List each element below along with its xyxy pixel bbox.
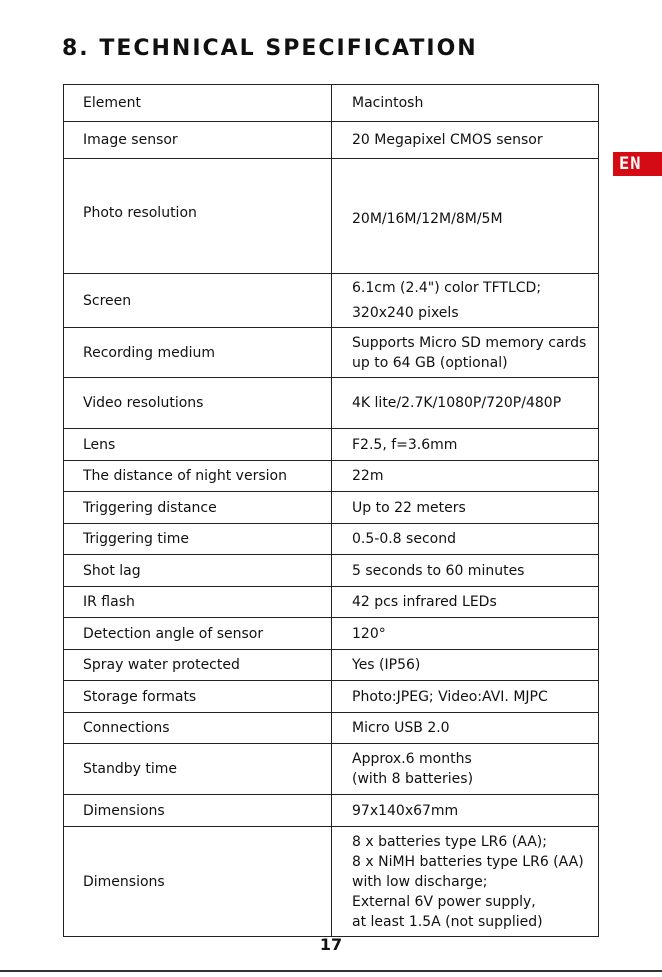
spec-value: 4K lite/2.7K/1080P/720P/480P (332, 378, 599, 429)
spec-value: 97x140x67mm (332, 795, 599, 827)
table-row (64, 795, 599, 827)
spec-label: Screen (64, 274, 332, 328)
spec-value: Up to 22 meters (332, 492, 599, 524)
spec-value: Photo:JPEG; Video:AVI. MJPC (332, 681, 599, 713)
spec-label: Connections (64, 713, 332, 744)
spec-label: Recording medium (64, 328, 332, 378)
spec-table (63, 84, 599, 937)
spec-label: Video resolutions (64, 378, 332, 429)
table-row (64, 378, 599, 429)
spec-label: Detection angle of sensor (64, 618, 332, 650)
spec-value: Approx.6 months (with 8 batteries) (332, 744, 599, 795)
spec-label: Photo resolution (64, 159, 332, 274)
spec-value: Micro USB 2.0 (332, 713, 599, 744)
spec-label: Dimensions (64, 795, 332, 827)
spec-label: Lens (64, 429, 332, 461)
table-row (64, 461, 599, 492)
table-row (64, 429, 599, 461)
table-row (64, 681, 599, 713)
table-row (64, 650, 599, 681)
spec-label: Standby time (64, 744, 332, 795)
spec-value: 5 seconds to 60 minutes (332, 555, 599, 587)
spec-label: Triggering time (64, 524, 332, 555)
spec-value: Yes (IP56) (332, 650, 599, 681)
spec-value: 0.5-0.8 second (332, 524, 599, 555)
spec-label: Dimensions (64, 827, 332, 937)
spec-label: Image sensor (64, 122, 332, 159)
section-heading: 8. TECHNICAL SPECIFICATION (62, 36, 478, 61)
table-row (64, 85, 599, 122)
table-row (64, 328, 599, 378)
spec-label: Triggering distance (64, 492, 332, 524)
spec-value: 20M/16M/12M/8M/5M (332, 159, 599, 274)
spec-value: 42 pcs infrared LEDs (332, 587, 599, 618)
spec-label: Spray water protected (64, 650, 332, 681)
table-row (64, 274, 599, 328)
spec-value: 8 x batteries type LR6 (AA); 8 x NiMH batteries type LR6 (AA) with low discharge; External 6V power supply, at least 1.5A (not supplied) (332, 827, 599, 937)
page-number: 17 (319, 935, 343, 954)
spec-label: Element (64, 85, 332, 122)
table-row (64, 713, 599, 744)
spec-value: 22m (332, 461, 599, 492)
spec-value: Supports Micro SD memory cards up to 64 GB (optional) (332, 328, 599, 378)
language-tab: EN (613, 152, 662, 176)
spec-value: Macintosh (332, 85, 599, 122)
spec-label: The distance of night version (64, 461, 332, 492)
spec-label: Shot lag (64, 555, 332, 587)
table-row (64, 827, 599, 937)
spec-value: 20 Megapixel CMOS sensor (332, 122, 599, 159)
bottom-rule (0, 970, 662, 972)
table-row (64, 744, 599, 795)
table-row (64, 587, 599, 618)
spec-value: 120° (332, 618, 599, 650)
table-row (64, 492, 599, 524)
spec-value: F2.5, f=3.6mm (332, 429, 599, 461)
spec-value: 6.1cm (2.4") color TFTLCD; 320x240 pixels (332, 274, 599, 328)
table-row (64, 555, 599, 587)
table-row (64, 122, 599, 159)
spec-label: IR flash (64, 587, 332, 618)
table-row (64, 524, 599, 555)
spec-label: Storage formats (64, 681, 332, 713)
table-row (64, 159, 599, 274)
table-row (64, 618, 599, 650)
